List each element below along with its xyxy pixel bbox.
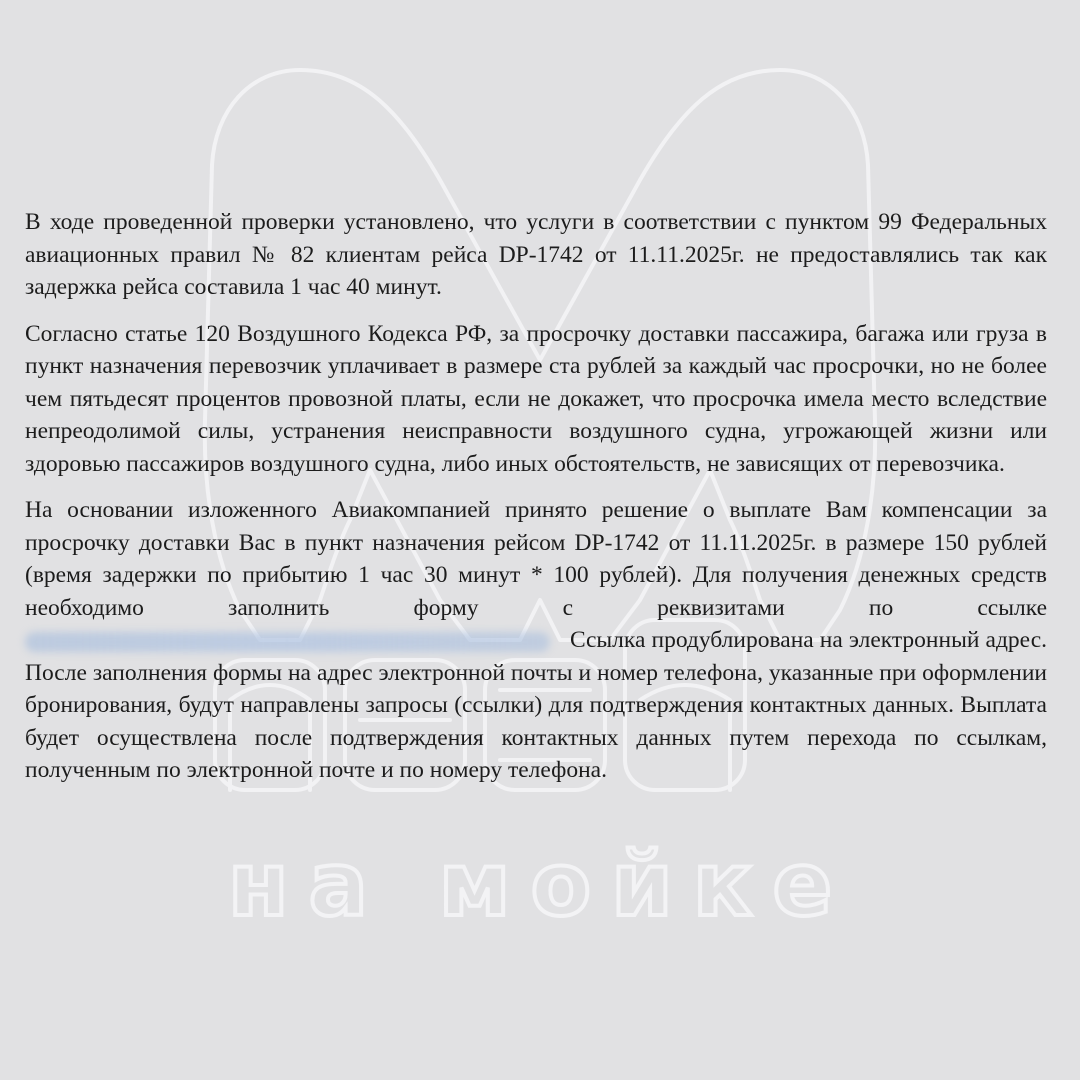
compensation-text-after-link: Ссылка продублирована на электронный адрес. После заполнения формы на адрес электронной почты и номер телефона, указанные при оформлении бронирования, будут направлены запросы (ссылки) для подтверждения контактных данных. Выплата будет осуществлена после подтверждения контактных данных путем перехода по ссылкам, полученным по электронной почте и по номеру телефона.: [25, 627, 1047, 783]
paragraph-air-code-article: Согласно статье 120 Воздушного Кодекса РФ, за просрочку доставки пассажира, багажа или груза в пункт назначения перевозчик уплачивает в размере ста рублей за каждый час просрочки, но не более чем пятьдесят процентов провозной платы, если не докажет, что просрочка имела место вследствие непреодолимой силы, устранения неисправности воздушного судна, угрожающей жизни или здоровью пассажиров воздушного судна, либо иных обстоятельств, не зависящих от перевозчика.: [25, 320, 1047, 477]
letter-body: [25, 206, 1047, 801]
paragraph-inspection-result: В ходе проведенной проверки установлено, что услуги в соответствии с пунктом 99 Федеральных авиационных правил № 82 клиентам рейса DP-1742 от 11.11.2025г. не предоставлялись так как задержка рейса составила 1 час 40 минут.: [25, 209, 1047, 300]
blurred-link[interactable]: [25, 632, 550, 652]
compensation-text-before-link: На основании изложенного Авиакомпанией принято решение о выплате Вам компенсации за просрочку доставки Вас в пункт назначения рейсом DP-1742 от 11.11.2025г. в размере 150 рублей (время задержки по прибытию 1 час 30 минут * 100 рублей). Для получения денежных средств необходимо заполнить форму с реквизитами по ссылке: [25, 497, 1047, 621]
watermark-caption: на мойке: [227, 833, 853, 936]
paragraph-compensation-decision: [25, 494, 1047, 787]
